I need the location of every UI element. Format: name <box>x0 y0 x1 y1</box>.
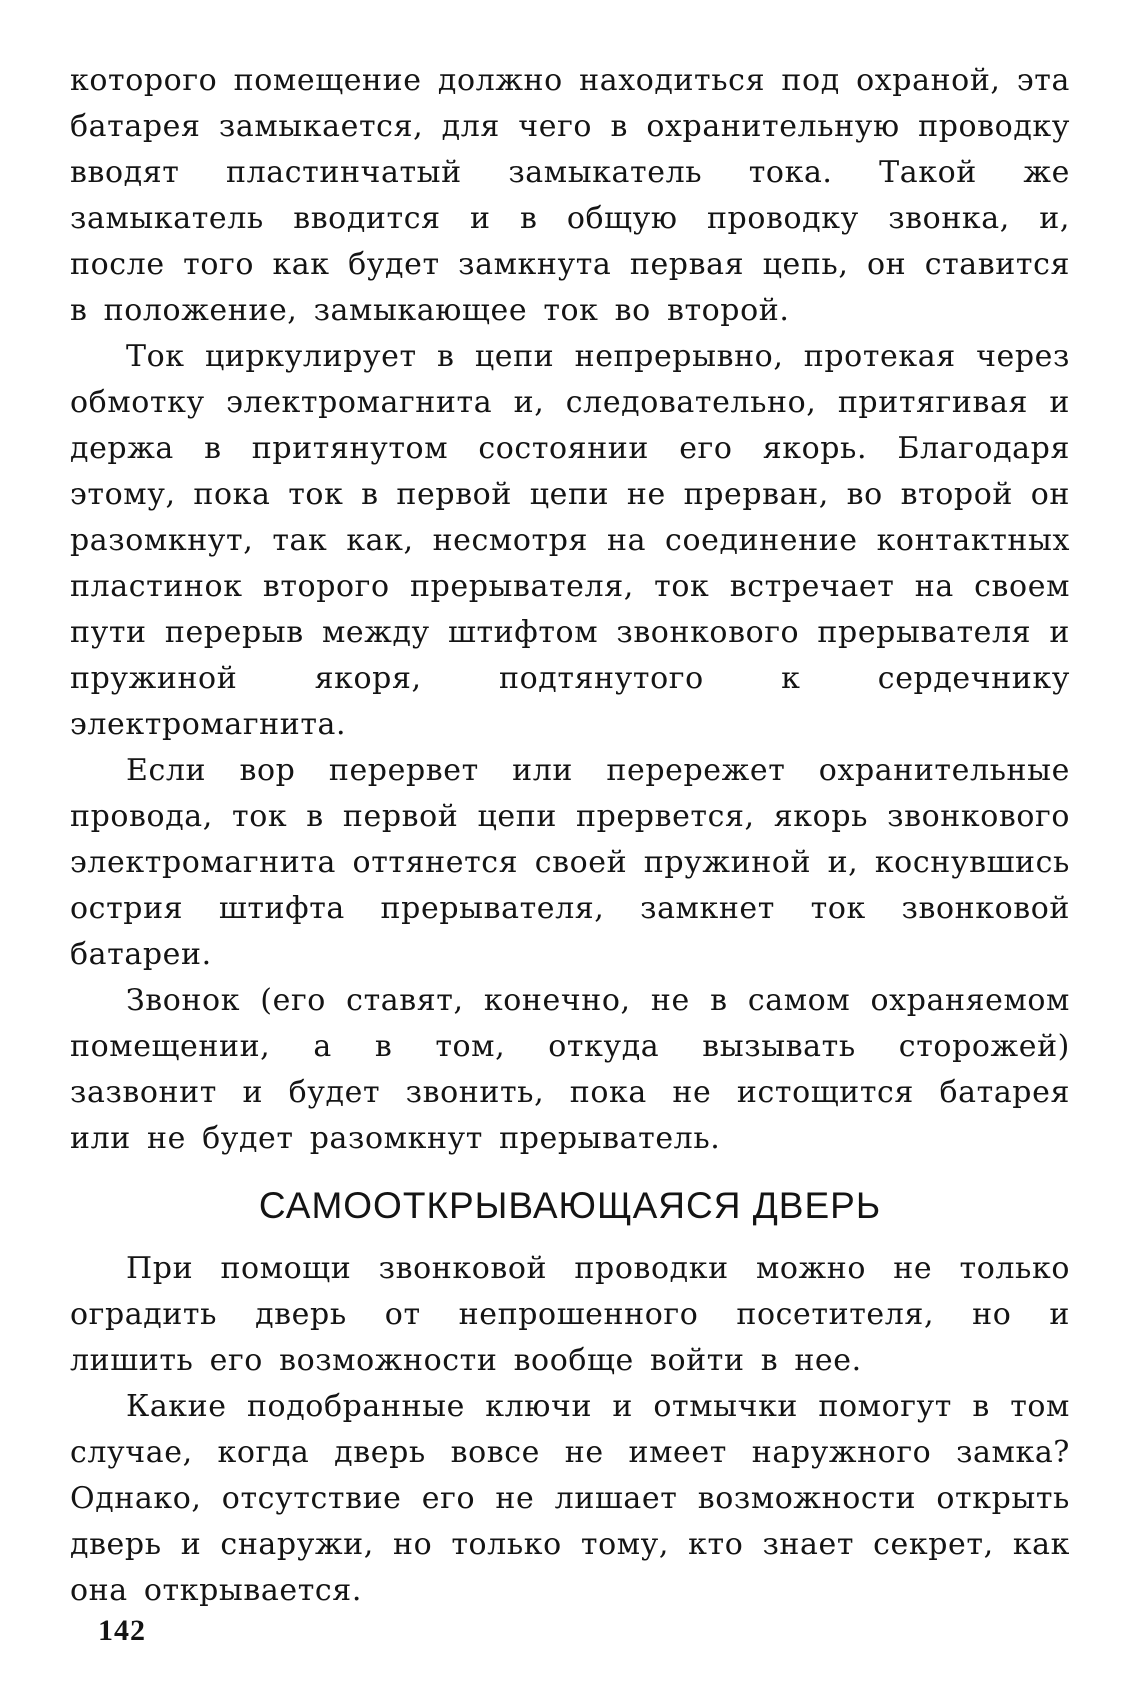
paragraph-door-protection: При помощи звонковой проводки можно не только оградить дверь от непрошенного посетителя, но и лишить его возможности вообще войти в нее. <box>70 1251 1070 1378</box>
paragraph-continuation: которого помещение должно находиться под охраной, эта батарея замыкается, для чего в охранительную проводку вводят пластинчатый замыкатель тока. Такой же замыкатель вводится и в общую проводку звонка, и, после того как будет замкнута первая цепь, он ставится в положение, замыкающее ток во второй. <box>70 63 1070 328</box>
paragraph-door-secret: Какие подобранные ключи и отмычки помогут в том случае, когда дверь вовсе не имеет наружного замка? Однако, отсутствие его не лишает возможности открыть дверь и снаружи, но только тому, кто знает секрет, как она открывается. <box>70 1389 1070 1608</box>
book-page <box>70 58 1070 1658</box>
section-heading: САМООТКРЫВАЮЩАЯСЯ ДВЕРЬ <box>258 1185 882 1226</box>
page-number: 142 <box>98 1614 146 1647</box>
paragraph-bell-rings: Звонок (его ставят, конечно, не в самом охраняемом помещении, а в том, откуда вызывать сторожей) зазвонит и будет звонить, пока не истощится батарея или не будет разомкнут прерыватель. <box>70 983 1070 1156</box>
paragraph-current-circulation: Ток циркулирует в цепи непрерывно, протекая через обмотку электромагнита и, следовательно, притягивая и держа в притянутом состоянии его якорь. Благодаря этому, пока ток в первой цепи не прерван, во второй он разомкнут, так как, несмотря на соединение контактных пластинок второго прерывателя, ток встречает на своем пути перерыв между штифтом звонкового прерывателя и пружиной якоря, подтянутого к сердечнику электромагнита. <box>70 339 1070 742</box>
paragraph-thief-cuts-wires: Если вор перервет или перережет охранительные провода, ток в первой цепи прервется, якорь звонкового электромагнита оттянется своей пружиной и, коснувшись острия штифта прерывателя, замкнет ток звонковой батареи. <box>70 753 1070 972</box>
